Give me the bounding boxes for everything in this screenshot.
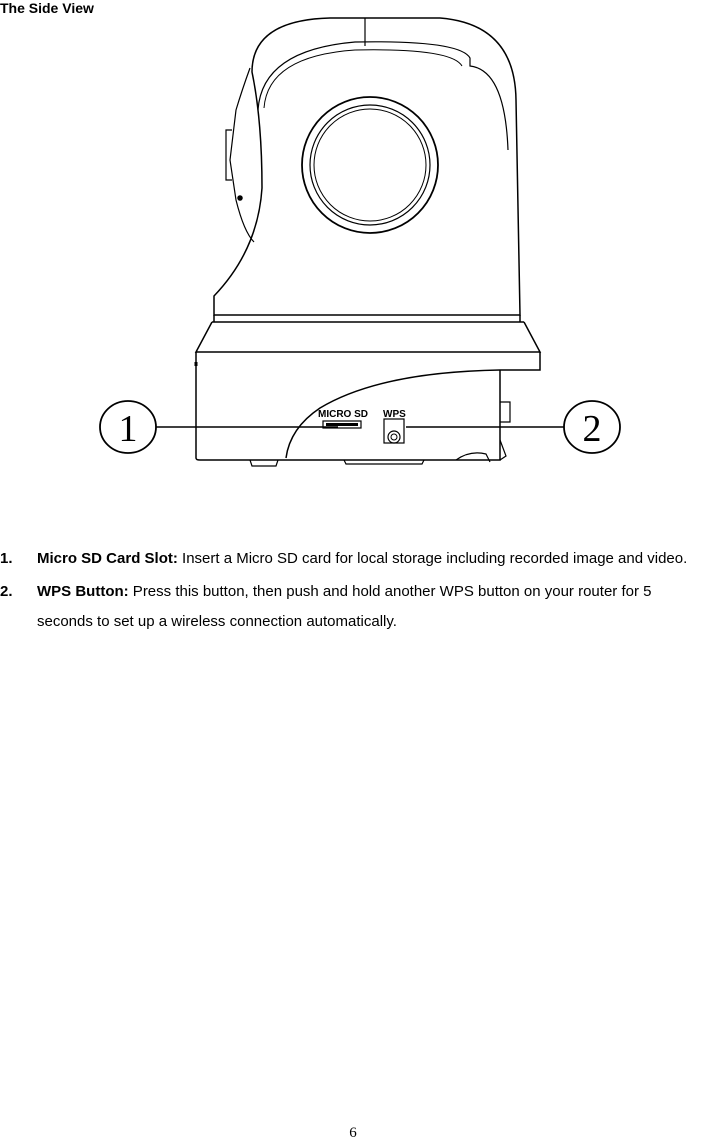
wps-port-label: WPS (383, 409, 406, 420)
page-number: 6 (349, 1125, 357, 1141)
ports (323, 419, 404, 443)
section-heading: The Side View (0, 0, 94, 16)
list-item (0, 577, 706, 637)
callout-1-number: 1 (118, 408, 138, 450)
list-item-text: Insert a Micro SD card for local storage including recorded image and video. (177, 550, 688, 567)
camera-side-view-illustration (0, 10, 706, 480)
list-item-label: WPS Button: (37, 583, 129, 600)
list-item-text: Press this button, then push and hold another WPS button on your router for 5 seconds to set up a wireless connection automatically. (37, 583, 652, 630)
list-item-number: 2. (0, 583, 13, 600)
callout-2 (564, 401, 620, 453)
list-item (0, 544, 706, 574)
list-item-number: 1. (0, 550, 13, 567)
camera-head (214, 18, 520, 322)
micro-sd-port-label: MICRO SD (318, 409, 368, 420)
camera-side-view-figure (0, 10, 706, 480)
list-item-label: Micro SD Card Slot: (37, 550, 178, 567)
feature-list (0, 544, 706, 640)
lens (302, 97, 438, 233)
camera-base (196, 322, 540, 466)
callout-1 (100, 401, 156, 453)
callout-2-number: 2 (582, 408, 602, 450)
